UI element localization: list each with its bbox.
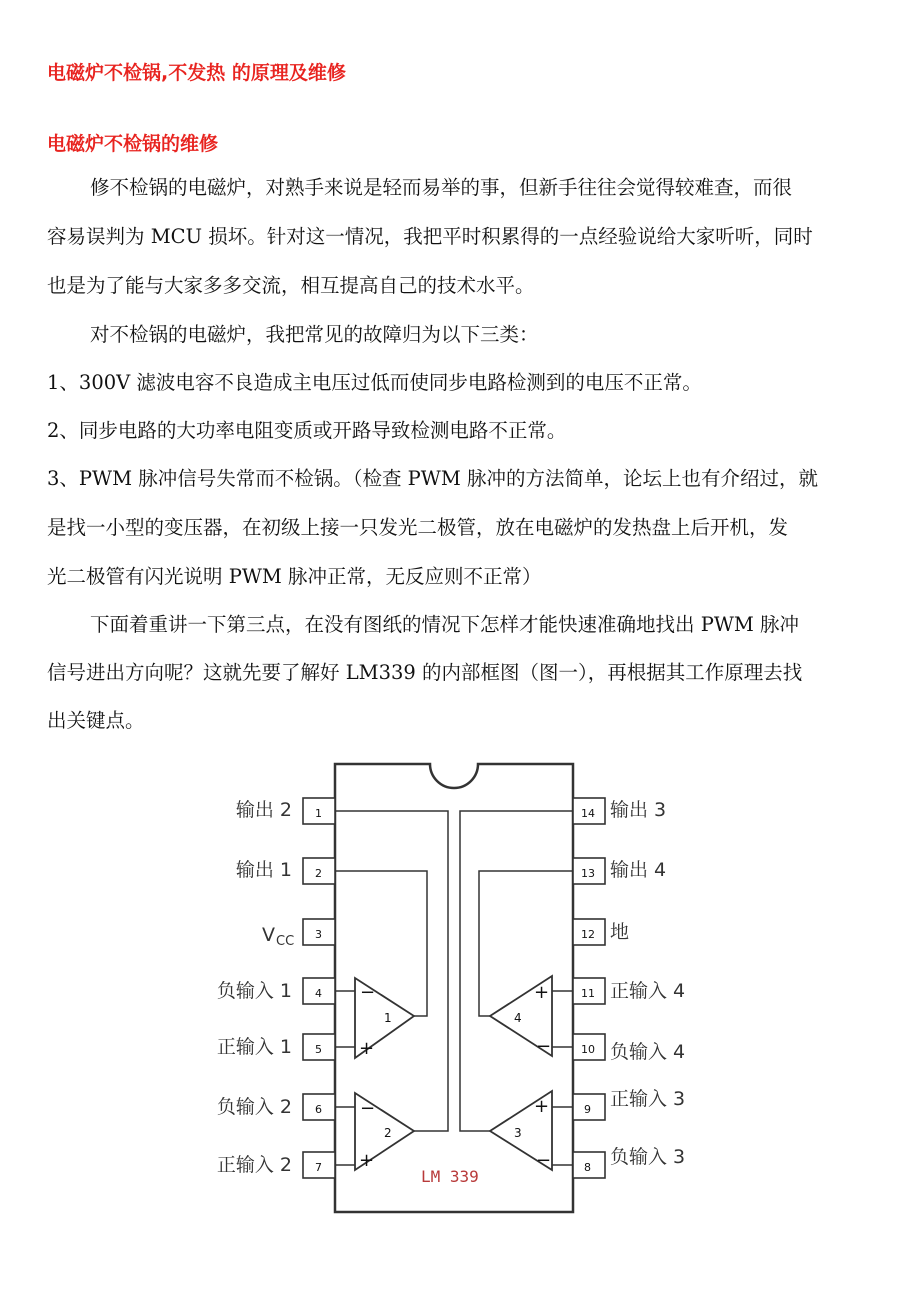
pin-number: 5	[315, 1043, 322, 1056]
pin-box	[573, 1152, 605, 1178]
pin-label: 输出 2	[235, 799, 292, 821]
pin-number: 13	[581, 867, 595, 880]
document-title: 电磁炉不检锅,不发热 的原理及维修	[47, 62, 346, 84]
pin-number: 7	[315, 1161, 322, 1174]
op-amp-3	[490, 1091, 552, 1171]
op-amp-number: 2	[384, 1126, 392, 1140]
op-amp-number: 4	[514, 1011, 522, 1025]
pin-box	[303, 858, 335, 884]
paragraph-line: 信号进出方向呢？这就先要了解好 LM339 的内部框图（图一），再根据其工作原理去找	[47, 661, 803, 684]
pin-label: 正输入 3	[610, 1088, 686, 1110]
pin-number: 3	[315, 928, 322, 941]
paragraph-line: 下面着重讲一下第三点，在没有图纸的情况下怎样才能快速准确地找出 PWM 脉冲	[90, 613, 800, 636]
section-heading: 电磁炉不检锅的维修	[47, 133, 219, 155]
pin-box	[573, 1094, 605, 1120]
paragraph-line: 出关键点。	[47, 709, 145, 732]
pin-label: 输出 3	[610, 799, 667, 821]
pin-label: V	[262, 924, 275, 946]
pin-box	[303, 798, 335, 824]
plus-sign: +	[359, 1150, 375, 1171]
pin-box	[573, 798, 605, 824]
pin-number: 4	[315, 987, 322, 1000]
op-amp-number: 3	[514, 1126, 522, 1140]
list-item: 3、PWM 脉冲信号失常而不检锅。（检查 PWM 脉冲的方法简单，论坛上也有介绍过，就	[47, 467, 819, 490]
chip-label: LM 339	[421, 1167, 479, 1186]
list-item: 2、同步电路的大功率电阻变质或开路导致检测电路不正常。	[47, 419, 567, 442]
pin-label-subscript: CC	[276, 934, 295, 949]
paragraph-line: 对不检锅的电磁炉，我把常见的故障归为以下三类：	[90, 323, 539, 346]
op-amp-number: 1	[384, 1011, 392, 1025]
plus-sign: +	[359, 1038, 375, 1059]
pin-label: 负输入 1	[216, 980, 292, 1002]
op-amp-1	[355, 978, 414, 1059]
list-item: 1、300V 滤波电容不良造成主电压过低而使同步电路检测到的电压不正常。	[47, 371, 702, 394]
pin-number: 14	[581, 807, 595, 820]
pin-number: 1	[315, 807, 322, 820]
minus-sign: −	[536, 1036, 552, 1057]
pin-label: 输出 4	[610, 859, 667, 881]
minus-sign: −	[536, 1150, 552, 1171]
lm339-block-diagram	[190, 760, 720, 1230]
pin-box	[303, 1094, 335, 1120]
pin-label: 地	[610, 921, 630, 943]
paragraph-line: 是找一小型的变压器，在初级上接一只发光二极管，放在电磁炉的发热盘上后开机，发	[47, 516, 789, 539]
pin-number: 10	[581, 1043, 595, 1056]
pin-box	[573, 858, 605, 884]
pin-box	[573, 919, 605, 945]
pin-box	[573, 978, 605, 1004]
plus-sign: +	[534, 982, 550, 1003]
pin-label: 正输入 4	[610, 980, 686, 1002]
minus-sign: −	[360, 1098, 376, 1119]
pin-label: 输出 1	[235, 859, 292, 881]
pin-label: 负输入 3	[610, 1146, 686, 1168]
lm339-diagram	[190, 760, 720, 1230]
pin-number: 9	[584, 1103, 591, 1116]
pin-box	[303, 919, 335, 945]
pin-number: 12	[581, 928, 595, 941]
paragraph-line: 修不检锅的电磁炉，对熟手来说是轻而易举的事，但新手往往会觉得较难查，而很	[90, 176, 793, 199]
pin-label: 正输入 1	[216, 1036, 292, 1058]
pin-box	[573, 1034, 605, 1060]
pin-label: 负输入 4	[610, 1041, 686, 1063]
pin-box	[303, 1034, 335, 1060]
paragraph-line: 光二极管有闪光说明 PWM 脉冲正常，无反应则不正常）	[47, 565, 542, 588]
pin-label: 正输入 2	[216, 1154, 292, 1176]
pin-number: 2	[315, 867, 322, 880]
minus-sign: −	[360, 982, 376, 1003]
plus-sign: +	[534, 1096, 550, 1117]
paragraph-line: 也是为了能与大家多多交流，相互提高自己的技术水平。	[47, 274, 535, 297]
pin-box	[303, 1152, 335, 1178]
pin-box	[303, 978, 335, 1004]
pin-number: 11	[581, 987, 595, 1000]
pin-number: 8	[584, 1161, 591, 1174]
paragraph-line: 容易误判为 MCU 损坏。针对这一情况，我把平时积累得的一点经验说给大家听听，同时	[47, 225, 813, 248]
op-amp-2	[355, 1093, 414, 1171]
op-amp-4	[490, 976, 552, 1057]
pin-label: 负输入 2	[216, 1096, 292, 1118]
pin-number: 6	[315, 1103, 322, 1116]
